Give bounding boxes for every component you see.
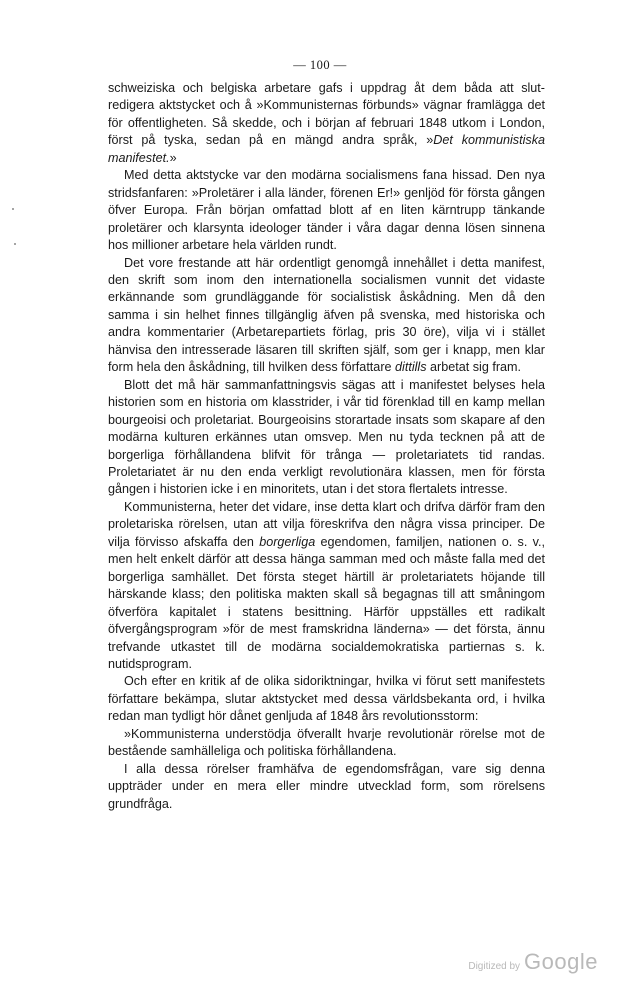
margin-speck xyxy=(14,243,16,245)
italic-text: Det kommunistiska manifestet. xyxy=(108,133,545,165)
digitized-watermark xyxy=(468,949,598,975)
body-text xyxy=(108,80,545,813)
text-run: Blott det må här sammanfattningsvis sägas att i manifestet belyses hela historien som en historia om klasstrider, i vår tid förenklad till en kamp mellan bourgeoisi och proletariat. Bourgeoisins storartade insats som skapare af den modärna kulturen erkännes utan omsvep. Men nu tyda tecknen på att de borgerliga förhållandena blifvit för trånga — proletariatets tid randas. Proletariatet är nu den enda verkligt revolutionära klassen, men för första gången i historien icke i en minoritets, utan i det stora flertalets intresse. xyxy=(108,377,545,497)
paragraph xyxy=(108,673,545,725)
google-logo: Google xyxy=(524,949,598,974)
page-number: — 100 — xyxy=(293,58,347,72)
text-run: »Kommunisterna understödja öfverallt hvarje revolutionär rörelse mot de bestående samhälleliga och politiska förhållandena. xyxy=(108,726,545,759)
margin-speck xyxy=(12,208,14,210)
italic-text: borgerliga xyxy=(259,534,316,549)
paragraph xyxy=(108,255,545,377)
text-run: » xyxy=(169,150,177,165)
paragraph xyxy=(108,167,545,254)
text-run: I alla dessa rörelser framhäfva de egendomsfrågan, vare sig denna uppträder under en mera eller mindre utvecklad form, som rörelsens grundfråga. xyxy=(108,761,545,811)
paragraph xyxy=(108,80,545,167)
paragraph xyxy=(108,726,545,761)
paragraph xyxy=(108,377,545,499)
text-run: schweiziska och belgiska arbetare gafs i uppdrag åt dem båda att slut-redigera aktstycket och å »Kommunisternas förbunds» vägnar framlägga det för offentligheten. Så skedde, och i början af februari 1848 utkom i London, först på tyska, sedan på en mängd andra språk, » xyxy=(108,81,545,148)
text-run: Kommunisterna, heter det vidare, inse detta klart och drifva därför fram den proletariska rörelsen, utan att vilja föreskrifva den några vissa principer. De vilja förvisso afskaffa den xyxy=(108,499,545,549)
text-run: egendomen, familjen, nationen o. s. v., men helt enkelt därför att dessa hänga samman med och måste falla med det borgerliga samhället. Det första steget härtill är proletariatets höjande till härskande klass; den politiska makten skall så begagnas till att småningom öfverföra kapitalet i statens besittning. Härför uppställes ett radikalt öfvergångsprogram »för de mest framskridna länderna» — det första, ännu trefvande utkastet till de modärna socialdemokratiska partiernas s. k. nutidsprogram. xyxy=(108,534,545,671)
watermark-prefix: Digitized by xyxy=(468,961,521,972)
text-run: Och efter en kritik af de olika sidoriktningar, hvilka vi förut sett manifestets författare bekämpa, slutar aktstycket med dessa världsbekanta ord, i hvilka redan man tydligt hör dånet genljuda af 1848 års revolutionsstorm: xyxy=(108,674,545,724)
text-run: Med detta aktstycke var den modärna socialismens fana hissad. Den nya stridsfanfaren: »Proletärer i alla länder, förenen Er!» genljöd för första gången öfver Europa. Från början omfattad blott af en liten kärntrupp tänkande proletärer och klarsynta ideologer tänder i våra dagar denna lösen sinnena hos millioner arbetare hela världen rundt. xyxy=(108,168,545,253)
paragraph xyxy=(108,499,545,674)
text-run: Det vore frestande att här ordentligt genomgå innehållet i detta manifest, den skrift som inom den internationella socialismen vunnit det vidaste erkännande som grundläggande för socialistisk åskådning. Men då den samma i sin helhet finnes tillgänglig äfven på svenska, med historiska och andra kommentarier (Arbetarepartiets förlag, pris 30 öre), vilja vi i stället hänvisa den intresserade läsaren till skriften själf, som ger i knapp, men klar form hela den åskådning, till hvilken dess författare xyxy=(108,255,545,375)
text-run: arbetat sig fram. xyxy=(426,360,522,375)
italic-text: dittills xyxy=(395,360,427,375)
paragraph xyxy=(108,761,545,813)
